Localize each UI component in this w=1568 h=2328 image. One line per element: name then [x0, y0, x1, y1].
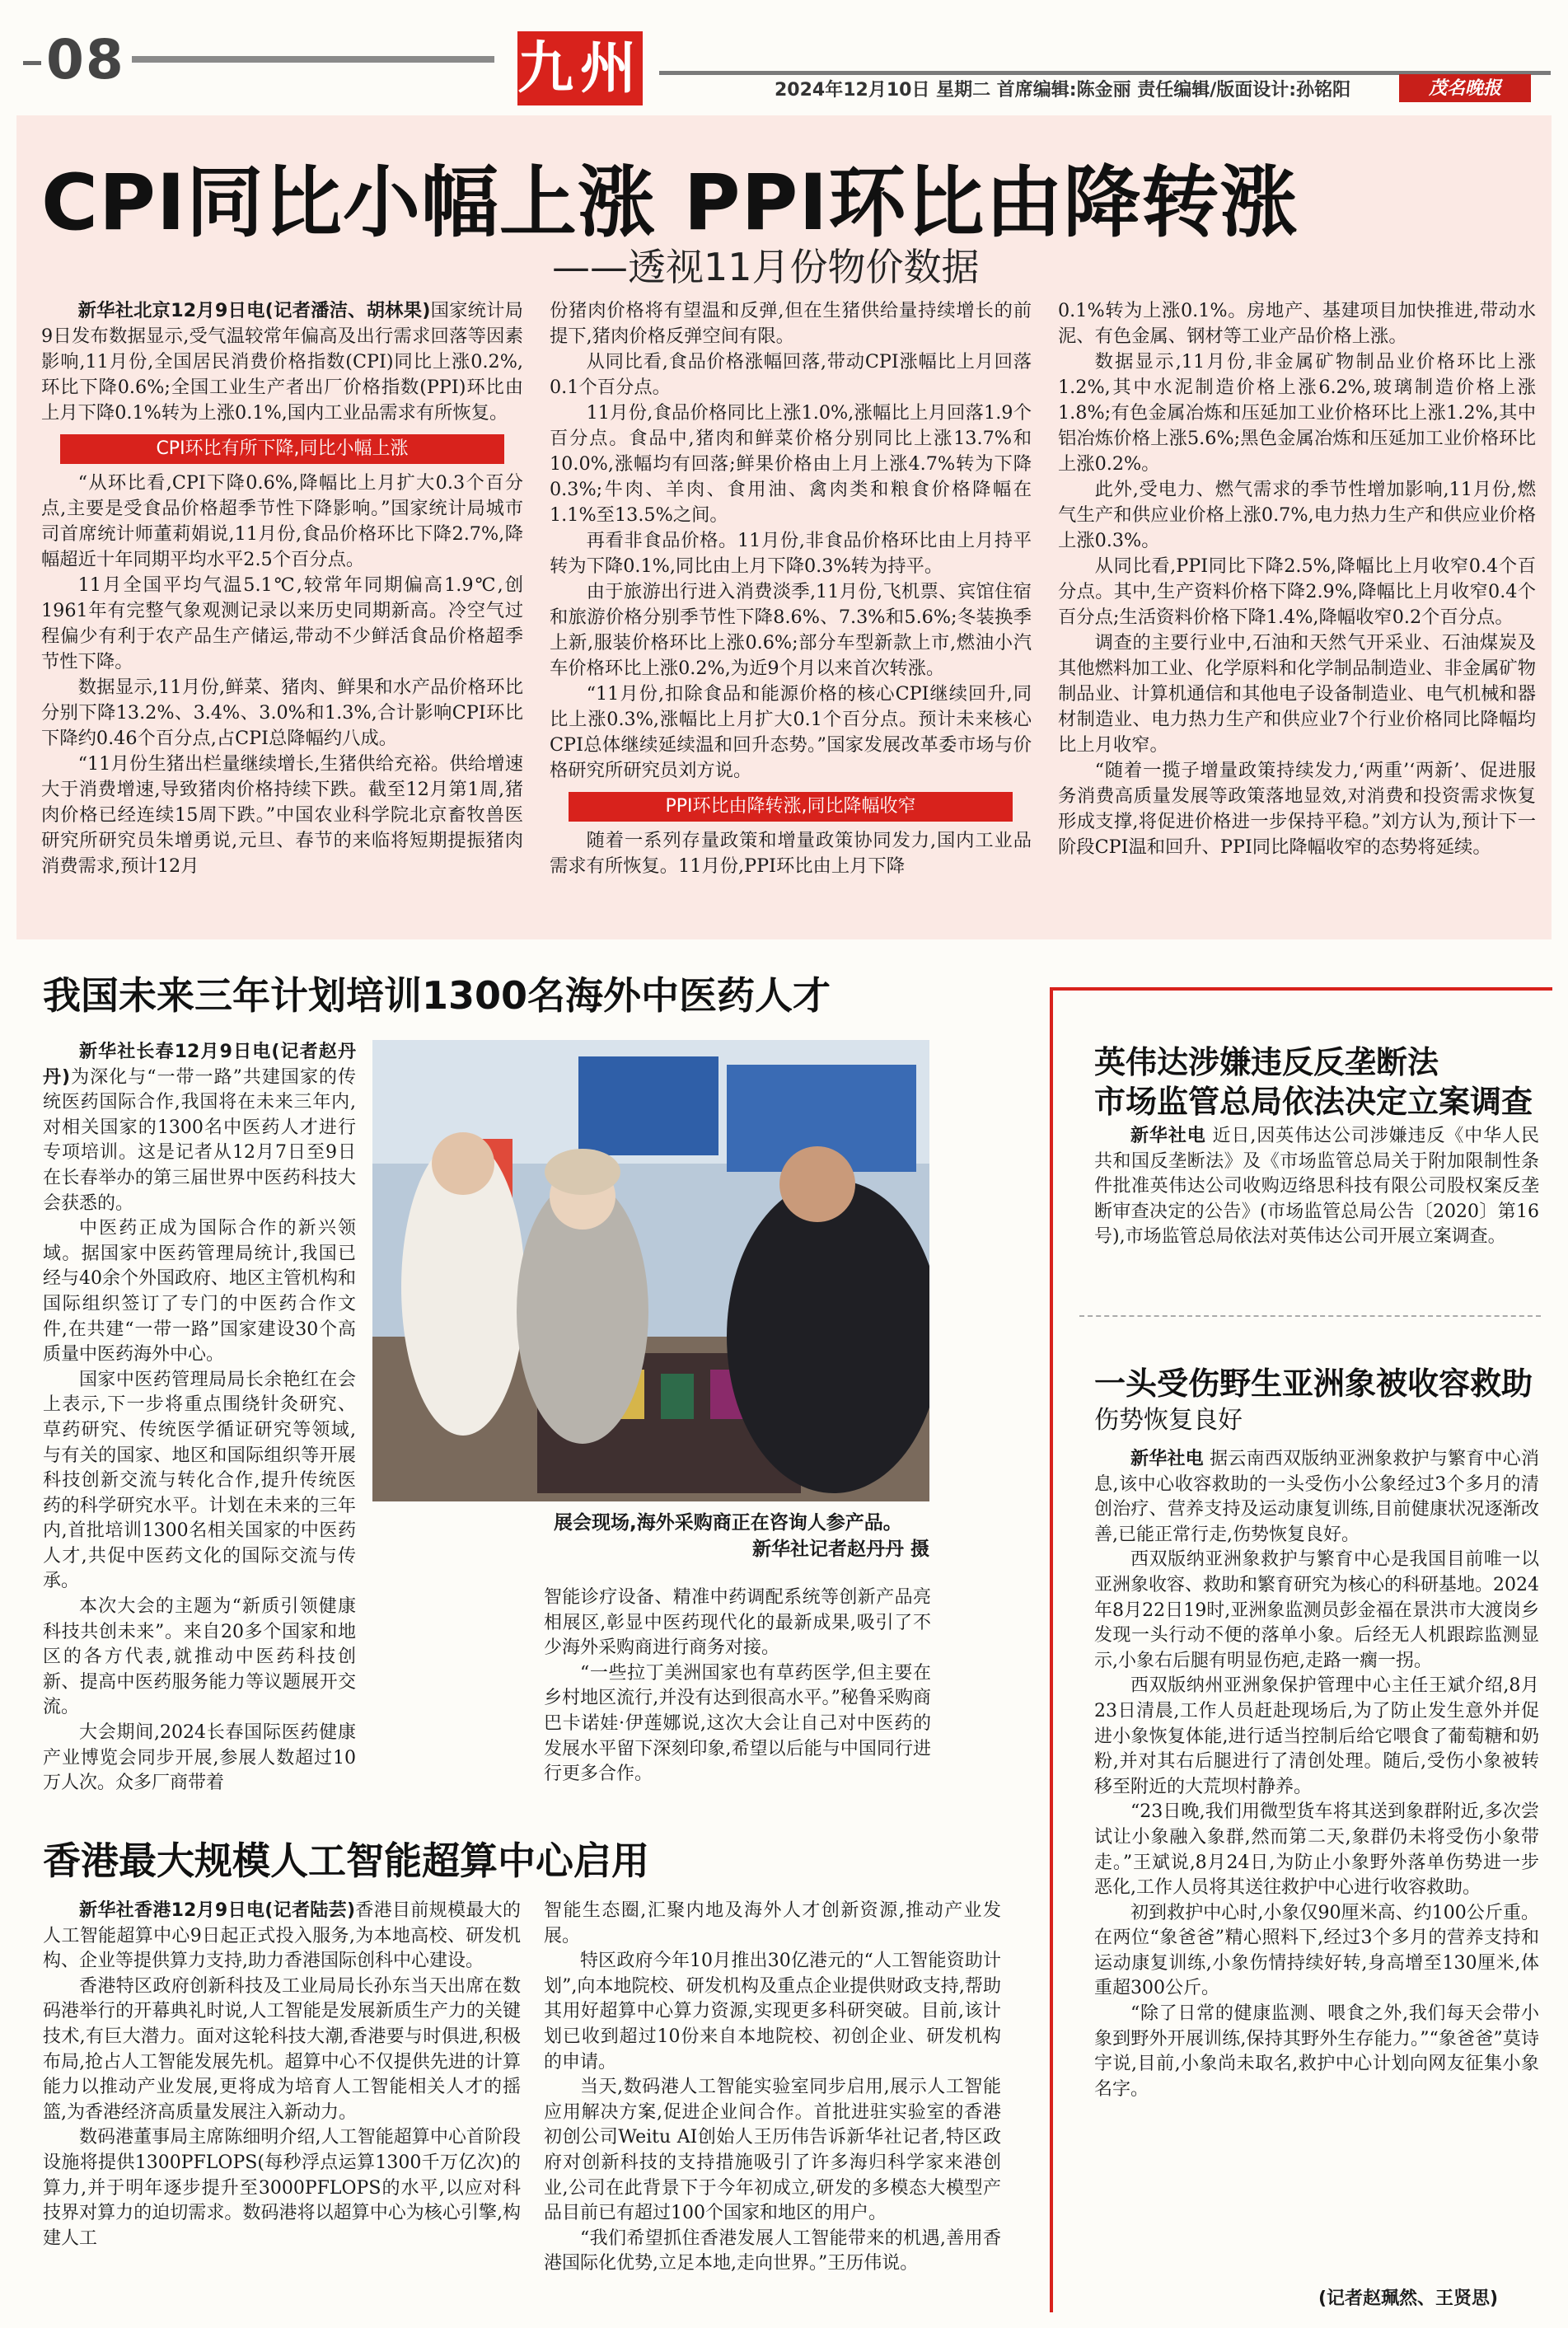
- section-badge: 九州: [517, 31, 643, 105]
- paragraph: 据云南西双版纳亚洲象救护与繁育中心消息,该中心收容救助的一头受伤小公象经过3个多月的清创治疗、营养支持及运动康复训练,目前健康状况逐渐改善,已能正常行走,伤势恢复良好。: [1094, 1449, 1539, 1545]
- lead-lede: 新华社北京12月9日电(记者潘洁、胡林果): [77, 300, 431, 321]
- paragraph: 当天,数码港人工智能实验室同步启用,展示人工智能应用解决方案,促进企业间合作。首批进驻实验室的香港初创公司Weitu AI创始人王历伟告诉新华社记者,特区政府对创新科技的支持措施吸引了许多海归科学家来港创业,公司在此背景下于今年初成立,研发的多模态大模型产品目前已有超过100个国家和地区的用户。: [544, 2077, 1001, 2224]
- hk-column-2: [544, 1899, 1001, 2277]
- elephant-headline: 一头受伤野生亚洲象被收容救助: [1094, 1365, 1533, 1402]
- paragraph: 从同比看,PPI同比下降2.5%,降幅比上月收窄0.4个百分点。其中,生产资料价格下降2.9%,降幅比上月收窄0.4个百分点;生活资料价格下降1.4%,降幅收窄0.2个百分点。: [1058, 555, 1536, 628]
- lead-column-2: [550, 298, 1032, 879]
- paragraph: “23日晚,我们用微型货车将其送到象群附近,多次尝试让小象融入象群,然而第二天,象群仍未将受伤小象带走。”王斌说,8月24日,为防止小象野外落单伤势进一步恶化,工作人员将其送往救护中心进行收容救助。: [1094, 1801, 1539, 1899]
- expo-photo-illustration: [372, 1040, 929, 1501]
- paragraph: 调查的主要行业中,石油和天然气开采业、石油煤炭及其他燃料加工业、化学原料和化学制品制造业、非金属矿物制品业、计算机通信和其他电子设备制造业、电气机械和器材制造业、电力热力生产和供应业7个行业价格同比降幅均比上月收窄。: [1058, 632, 1536, 756]
- lead-column-1: [41, 298, 523, 879]
- paragraph: 国家统计局9日发布数据显示,受气温较常年偏高及出行需求回落等因素影响,11月份,全国居民消费价格指数(CPI)同比上涨0.2%,环比下降0.6%;全国工业生产者出厂价格指数(PPI)环比由上月下降0.1%转为上涨0.1%,国内工业品需求有所恢复。: [41, 300, 523, 424]
- paragraph: 份猪肉价格将有望温和反弹,但在生猪供给量持续增长的前提下,猪肉价格反弹空间有限。: [550, 300, 1032, 347]
- expo-photo: [372, 1040, 929, 1501]
- paragraph: 此外,受电力、燃气需求的季节性增加影响,11月份,燃气生产和供应业价格上涨0.7%,电力热力生产和供应业价格上涨0.3%。: [1058, 479, 1536, 551]
- lead-subhead-ppi: PPI环比由降转涨,同比降幅收窄: [569, 792, 1012, 822]
- top-rule: [132, 56, 494, 63]
- paragraph: 再看非食品价格。11月份,非食品价格环比由上月持平转为下降0.1%,同比由上月下降0.3%转为持平。: [550, 530, 1032, 577]
- elephant-body: [1094, 1447, 1539, 2102]
- nvidia-headline-2: 市场监管总局依法决定立案调查: [1094, 1084, 1533, 1120]
- photo-caption: [554, 1510, 929, 1562]
- paragraph: 由于旅游出行进入消费淡季,11月份,飞机票、宾馆住宿和旅游价格分别季节性下降8.6%、7.3%和5.6%;冬装换季上新,服装价格环比上涨0.6%;部分车型新款上市,燃油小汽车价格环比上涨0.2%,为近9个月以来首次转涨。: [550, 581, 1032, 679]
- paragraph: 本次大会的主题为“新质引领健康 科技共创未来”。来自20多个国家和地区的各方代表,就推动中医药科技创新、提高中医药服务能力等议题展开交流。: [43, 1596, 356, 1718]
- lead-story: [16, 115, 1552, 939]
- paragraph: 大会期间,2024长春国际医药健康产业博览会同步开展,参展人数超过10万人次。众多厂商带着: [43, 1722, 356, 1794]
- paragraph: “一些拉丁美洲国家也有草药医学,但主要在乡村地区流行,并没有达到很高水平。”秘鲁采购商巴卡诺娃·伊莲娜说,这次大会让自己对中医药的发展水平留下深刻印象,希望以后能与中国同行进行更多合作。: [544, 1662, 931, 1785]
- elephant-subheadline: 伤势恢复良好: [1094, 1406, 1243, 1435]
- paragraph: 数据显示,11月份,非金属矿物制品业价格环比上涨1.2%,其中水泥制造价格上涨6.2%,玻璃制造价格上涨1.8%;有色金属冶炼和压延加工业价格环比上涨1.2%,其中铝冶炼价格上涨5.6%;黑色金属冶炼和压延加工业价格环比上涨0.2%。: [1058, 351, 1536, 475]
- paper-logo: 茂名晚报: [1399, 74, 1531, 102]
- paragraph: 香港特区政府创新科技及工业局局长孙东当天出席在数码港举行的开幕典礼时说,人工智能是发展新质生产力的关键技术,有巨大潜力。面对这轮科技大潮,香港要与时俱进,积极布局,抢占人工智能发展先机。超算中心不仅提供先进的计算能力以推动产业发展,更将成为培育人工智能相关人才的摇篮,为香港经济高质量发展注入新动力。: [43, 1975, 521, 2123]
- paragraph: 0.1%转为上涨0.1%。房地产、基建项目加快推进,带动水泥、有色金属、钢材等工业产品价格上涨。: [1058, 300, 1536, 347]
- paragraph: 11月份,食品价格同比上涨1.0%,涨幅比上月回落1.9个百分点。食品中,猪肉和鲜菜价格分别同比上涨13.7%和10.0%,涨幅均有回落;鲜果价格由上月上涨4.7%转为下降0.3%;牛肉、羊肉、食用油、禽肉类和粮食价格降幅在1.1%至13.5%之间。: [550, 402, 1032, 526]
- paragraph: 特区政府今年10月推出30亿港元的“人工智能资助计划”,向本地院校、研发机构及重点企业提供财政支持,帮助其用好超算中心算力资源,实现更多科研突破。目前,该计划已收到超过10份来自本地院校、初创企业、研发机构的申请。: [544, 1951, 1001, 2073]
- tcm-column-2: [544, 1586, 931, 1787]
- paragraph: 香港目前规模最大的人工智能超算中心9日起正式投入服务,为本地高校、研发机构、企业等提供算力支持,助力香港国际创科中心建设。: [43, 1900, 521, 1972]
- paragraph: 初到救护中心时,小象仅90厘米高、约100公斤重。在两位“象爸爸”精心照料下,经过3个多月的营养支持和运动康复训练,小象伤情持续好转,身高增至130厘米,体重超300公斤。: [1094, 1902, 1539, 1999]
- paragraph: “11月份,扣除食品和能源价格的核心CPI继续回升,同比上涨0.3%,涨幅比上月扩大0.1个百分点。预计未来核心CPI总体继续延续温和回升态势。”国家发展改革委市场与价格研究所研究员刘方说。: [550, 683, 1032, 781]
- hk-column-1: [43, 1899, 521, 2251]
- paragraph: 智能诊疗设备、精准中药调配系统等创新产品亮相展区,彰显中医药现代化的最新成果,吸引了不少海外采购商进行商务对接。: [544, 1587, 931, 1659]
- nvidia-lede: 新华社电: [1130, 1126, 1206, 1146]
- lead-headline: CPI同比小幅上涨 PPI环比由降转涨: [41, 158, 1299, 248]
- lead-column-3: [1058, 298, 1536, 860]
- story-divider: [1079, 1315, 1541, 1317]
- tcm-column-1: [43, 1040, 356, 1796]
- lead-subheadline: ——透视11月份物价数据: [552, 245, 980, 289]
- masthead: [0, 0, 1568, 115]
- tcm-lede: 新华社长春12月9日电(记者赵丹丹): [43, 1042, 356, 1088]
- hk-lede: 新华社香港12月9日电(记者陆芸): [79, 1900, 355, 1921]
- paragraph: 从同比看,食品价格涨幅回落,带动CPI涨幅比上月回落0.1个百分点。: [550, 351, 1032, 398]
- paragraph: 中医药正成为国际合作的新兴领域。据国家中医药管理局统计,我国已经与40余个外国政府、地区主管机构和国际组织签订了专门的中医药合作文件,在共建“一带一路”国家建设30个高质量中医药海外中心。: [43, 1218, 356, 1365]
- paragraph: 近日,因英伟达公司涉嫌违反《中华人民共和国反垄断法》及《市场监管总局关于附加限制性条件批准英伟达公司收购迈络思科技有限公司股权案反垄断审查决定的公告》(市场监管总局公告〔2020〕第16号),市场监管总局依法对英伟达公司开展立案调查。: [1094, 1126, 1539, 1248]
- dateline: 2024年12月10日 星期二 首席编辑:陈金丽 责任编辑/版面设计:孙铭阳: [775, 80, 1351, 101]
- photo-credit: 新华社记者赵丹丹 摄: [751, 1539, 929, 1560]
- page-number: 08: [23, 28, 125, 91]
- paragraph: “随着一揽子增量政策持续发力,‘两重’‘两新’、促进服务消费高质量发展等政策落地显效,对消费和投资需求恢复形成支撑,将促进价格进一步保持平稳。”刘方认为,预计下一阶段CPI温和回升、PPI同比降幅收窄的态势将延续。: [1058, 760, 1536, 858]
- paragraph: 11月全国平均气温5.1℃,较常年同期偏高1.9℃,创1961年有完整气象观测记录以来历史同期新高。冷空气过程偏少有利于农产品生产储运,带动不少鲜活食品价格超季节性下降。: [41, 574, 523, 672]
- hk-headline: 香港最大规模人工智能超算中心启用: [43, 1839, 649, 1883]
- nvidia-body: [1094, 1124, 1539, 1250]
- paragraph: 随着一系列存量政策和增量政策协同发力,国内工业品需求有所恢复。11月份,PPI环比由上月下降: [550, 830, 1032, 877]
- tcm-headline: 我国未来三年计划培训1300名海外中医药人才: [43, 973, 831, 1018]
- photo-caption-text: 展会现场,海外采购商正在咨询人参产品。: [554, 1512, 902, 1534]
- paragraph: “从环比看,CPI下降0.6%,降幅比上月扩大0.3个百分点,主要是受食品价格超季节性下降影响。”国家统计局城市司首席统计师董莉娟说,11月份,食品价格环比下降2.7%,降幅超近十年同期平均水平2.5个百分点。: [41, 472, 523, 570]
- elephant-byline: (记者赵珮然、王贤思): [1318, 2288, 1499, 2309]
- paragraph: 为深化与“一带一路”共建国家的传统医药国际合作,我国将在未来三年内,对相关国家的1300名中医药人才进行专项培训。这是记者从12月7日至9日在长春举办的第三届世界中医药科技大会获悉的。: [43, 1066, 357, 1214]
- paragraph: 西双版纳州亚洲象保护管理中心主任王斌介绍,8月23日清晨,工作人员赶赴现场后,为了防止发生意外并促进小象恢复体能,进行适当控制后给它喂食了葡萄糖和奶粉,并对其右后腿进行了清创处理。随后,受伤小象被转移至附近的大荒坝村静养。: [1094, 1675, 1539, 1797]
- paragraph: 智能生态圈,汇聚内地及海外人才创新资源,推动产业发展。: [544, 1900, 1001, 1946]
- nvidia-headline-1: 英伟达涉嫌违反反垄断法: [1094, 1044, 1439, 1080]
- lead-subhead-cpi: CPI环比有所下降,同比小幅上涨: [60, 434, 503, 464]
- paragraph: “我们希望抓住香港发展人工智能带来的机遇,善用香港国际化优势,立足本地,走向世界。”王历伟说。: [544, 2227, 1001, 2274]
- paragraph: 数据显示,11月份,鲜菜、猪肉、鲜果和水产品价格环比分别下降13.2%、3.4%、3.0%和1.3%,合计影响CPI环比下降约0.46个百分点,占CPI总降幅约八成。: [41, 677, 523, 749]
- paragraph: 西双版纳亚洲象救护与繁育中心是我国目前唯一以亚洲象收容、救助和繁育研究为核心的科研基地。2024年8月22日19时,亚洲象监测员彭金福在景洪市大渡岗乡发现一头行动不便的落单小象。后经无人机跟踪监测显示,小象右后腿有明显伤疤,走路一瘸一拐。: [1094, 1549, 1539, 1671]
- paragraph: “11月份生猪出栏量继续增长,生猪供给充裕。供给增速大于消费增速,导致猪肉价格持续下跌。截至12月第1周,猪肉价格已经连续15周下跌。”中国农业科学院北京畜牧兽医研究所研究员朱增勇说,元旦、春节的来临将短期提振猪肉消费需求,预计12月: [41, 753, 523, 877]
- elephant-lede: 新华社电: [1130, 1449, 1204, 1469]
- paragraph: “除了日常的健康监测、喂食之外,我们每天会带小象到野外开展训练,保持其野外生存能力。”“象爸爸”莫诗宇说,目前,小象尚未取名,救护中心计划向网友征集小象名字。: [1094, 2003, 1539, 2100]
- paragraph: 数码港董事局主席陈细明介绍,人工智能超算中心首阶段设施将提供1300PFLOPS(每秒浮点运算1300千万亿次)的算力,并于明年逐步提升至3000PFLOPS的水平,以应对科技界对算力的迫切需求。数码港将以超算中心为核心引擎,构建人工: [43, 2127, 521, 2249]
- paragraph: 国家中医药管理局局长余艳红在会上表示,下一步将重点围绕针灸研究、草药研究、传统医学循证研究等领域,与有关的国家、地区和国际组织等开展科技创新交流与转化合作,提升传统医药的科学研究水平。计划在未来的三年内,首批培训1300名相关国家的中医药人才,共促中医药文化的国际交流与传承。: [43, 1369, 356, 1592]
